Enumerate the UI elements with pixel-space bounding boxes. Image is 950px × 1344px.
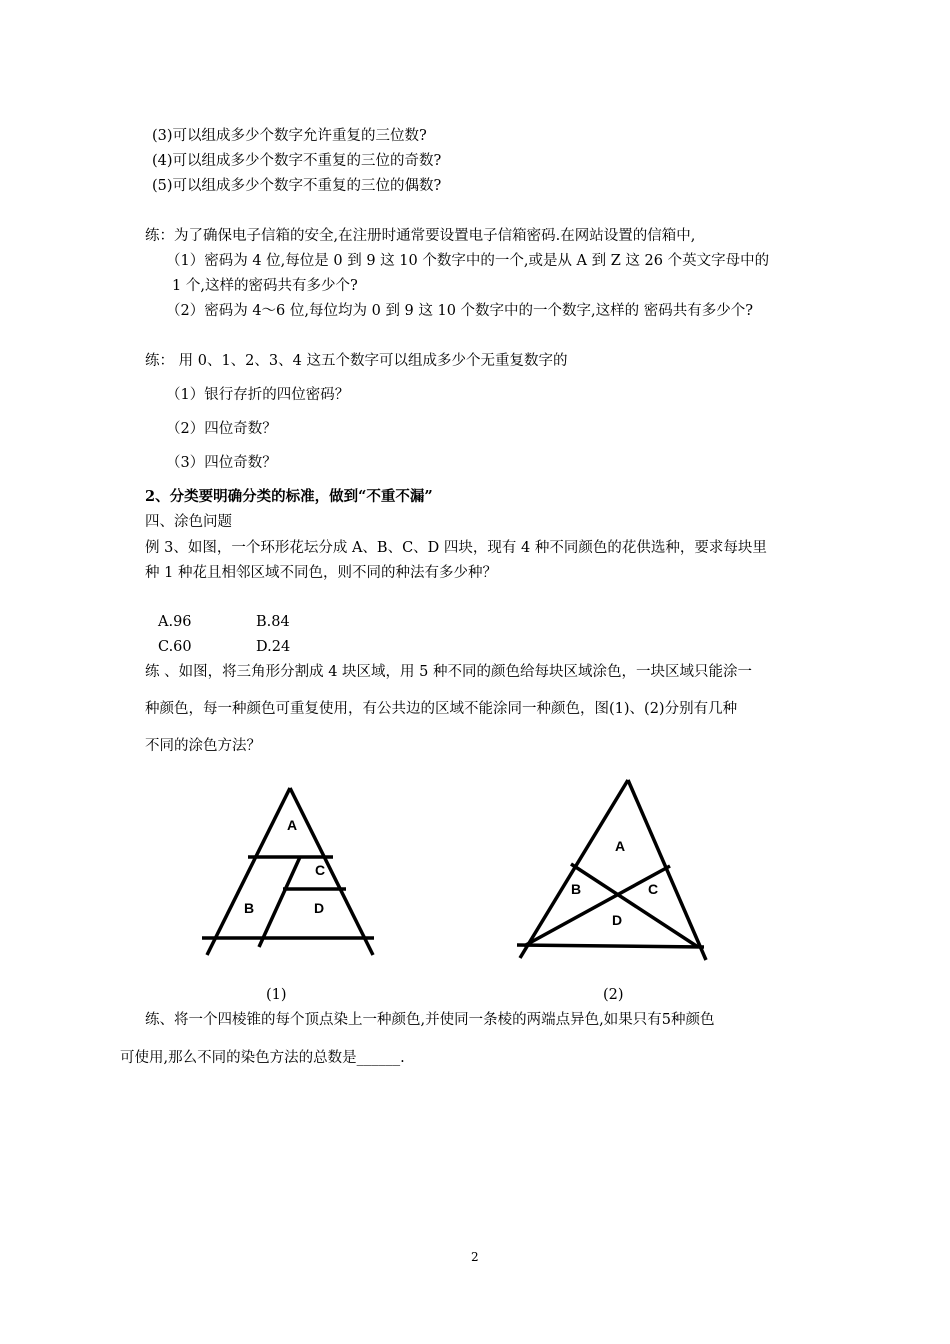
section-heading: 2、分类要明确分类的标准，做到“不重不漏”	[145, 488, 433, 505]
fig2-cevian-left	[571, 864, 698, 947]
page-number: 2	[471, 1250, 479, 1264]
option-b: B.84	[256, 614, 290, 630]
fig2-base	[517, 945, 704, 947]
fig2-label-d: D	[612, 912, 623, 928]
section-title-coloring: 四、涂色问题	[145, 514, 232, 530]
fig1-left-side	[207, 788, 290, 955]
fig1-caption: (1)	[266, 987, 287, 1003]
exercise-4-line-2: 可使用,那么不同的染色方法的总数是______.	[120, 1050, 405, 1066]
exercise-2-part-1: （1）银行存折的四位密码？	[166, 387, 350, 403]
fig2-right-side	[628, 780, 706, 960]
fig1-label-b: B	[244, 900, 255, 916]
fig2-label-c: C	[648, 881, 659, 897]
fig2-cevian-right	[524, 866, 670, 946]
question-5: (5)可以组成多少个数字不重复的三位的偶数?	[152, 178, 442, 194]
exercise-3-line-2: 种颜色，每一种颜色可重复使用，有公共边的区域不能涂同一种颜色，图(1)、(2)分别有几种	[145, 701, 738, 717]
example-3-line-2: 种 1 种花且相邻区域不同色，则不同的种法有多少种？	[145, 565, 497, 581]
exercise-2-part-3: （3）四位奇数？	[166, 455, 277, 471]
exercise-2-intro: 练： 用 0、1、2、3、4 这五个数字可以组成多少个无重复数字的	[145, 353, 568, 369]
exercise-4-line-1: 练、将一个四棱锥的每个顶点染上一种颜色,并使同一条棱的两端点异色,如果只有5种颜色	[145, 1012, 715, 1028]
fig2-label-b: B	[571, 881, 582, 897]
fig1-right-side	[290, 788, 373, 955]
fig2-caption: (2)	[603, 987, 624, 1003]
option-c: C.60	[158, 639, 192, 655]
exercise-1-intro: 练：为了确保电子信箱的安全,在注册时通常要设置电子信箱密码.在网站设置的信箱中,	[145, 228, 696, 244]
question-4: (4)可以组成多少个数字不重复的三位的奇数?	[152, 153, 442, 169]
fig1-label-c: C	[315, 862, 326, 878]
exercise-1-part-1a: （1）密码为 4 位,每位是 0 到 9 这 10 个数字中的一个,或是从 A 到 Z 这 26 个英文字母中的	[166, 253, 770, 269]
fig1-inner-slant	[259, 857, 300, 947]
exercise-3-line-3: 不同的涂色方法？	[145, 738, 261, 754]
question-3: (3)可以组成多少个数字允许重复的三位数?	[152, 128, 427, 144]
option-d: D.24	[256, 639, 291, 655]
exercise-1-part-2: （2）密码为 4～6 位,每位均为 0 到 9 这 10 个数字中的一个数字,这样的 密码共有多少个?	[166, 303, 754, 319]
fig2-left-side	[520, 780, 628, 958]
exercise-3-line-1: 练 、如图，将三角形分割成 4 块区域，用 5 种不同的颜色给每块区域涂色，一块区域只能涂一	[145, 664, 752, 680]
fig1-label-d: D	[314, 900, 325, 916]
exercise-1-part-1b: 1 个,这样的密码共有多少个?	[172, 278, 358, 294]
exercise-2-part-2: （2）四位奇数？	[166, 421, 277, 437]
fig1-label-a: A	[287, 817, 298, 833]
example-3-line-1: 例 3、如图，一个环形花坛分成 A、B、C、D 四块，现有 4 种不同颜色的花供选种，要求每块里	[145, 540, 767, 556]
fig2-label-a: A	[615, 838, 626, 854]
option-a: A.96	[158, 614, 192, 630]
